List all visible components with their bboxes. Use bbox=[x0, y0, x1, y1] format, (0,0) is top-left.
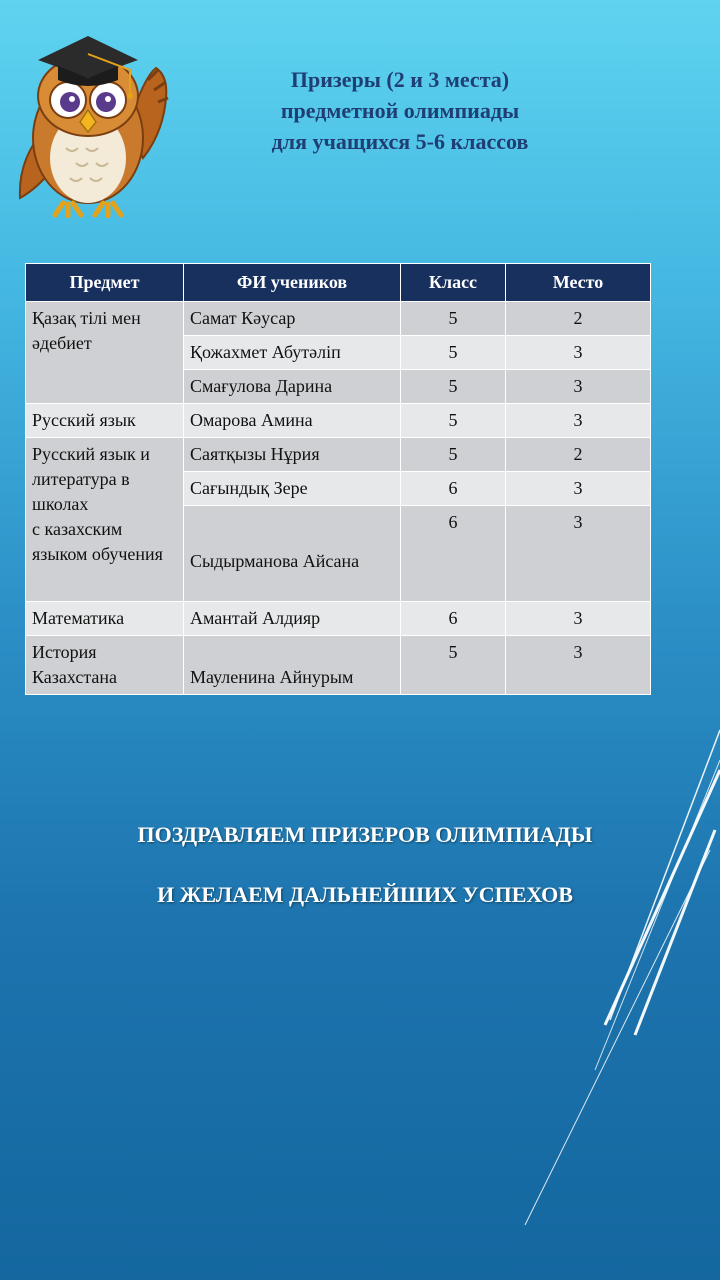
results-table bbox=[25, 263, 651, 695]
grade-cell: 5 bbox=[401, 302, 506, 336]
student-name-cell: Сағындық Зере bbox=[184, 472, 401, 506]
student-name-cell: Қожахмет Абутәліп bbox=[184, 336, 401, 370]
table-row bbox=[26, 302, 651, 336]
subject-cell: Қазақ тілі мен әдебиет bbox=[26, 302, 184, 404]
place-cell: 2 bbox=[506, 302, 651, 336]
congrats-line-2: И ЖЕЛАЕМ ДАЛЬНЕЙШИХ УСПЕХОВ bbox=[157, 882, 573, 907]
place-cell: 3 bbox=[506, 336, 651, 370]
owl-mascot-icon bbox=[8, 18, 178, 218]
page-title bbox=[200, 64, 600, 157]
grade-cell: 6 bbox=[401, 602, 506, 636]
place-cell: 3 bbox=[506, 506, 651, 602]
place-cell: 3 bbox=[506, 602, 651, 636]
title-line-3: для учащихся 5-6 классов bbox=[271, 129, 529, 154]
grade-cell: 5 bbox=[401, 370, 506, 404]
subject-cell: Математика bbox=[26, 602, 184, 636]
student-name-cell: Сыдырманова Айсана bbox=[184, 506, 401, 602]
subject-cell: Русский язык и литература в школах с казахским языком обучения bbox=[26, 438, 184, 602]
header-student-name: ФИ учеников bbox=[184, 264, 401, 302]
title-line-2: предметной олимпиады bbox=[280, 98, 520, 123]
table-row bbox=[26, 602, 651, 636]
header-grade: Класс bbox=[401, 264, 506, 302]
student-name-cell: Смағулова Дарина bbox=[184, 370, 401, 404]
student-name-cell: Самат Кәусар bbox=[184, 302, 401, 336]
student-name-cell: Омарова Амина bbox=[184, 404, 401, 438]
place-cell: 2 bbox=[506, 438, 651, 472]
student-name-cell: Мауленина Айнурым bbox=[184, 636, 401, 695]
grade-cell: 5 bbox=[401, 336, 506, 370]
table-row bbox=[26, 636, 651, 695]
place-cell: 3 bbox=[506, 636, 651, 695]
grade-cell: 5 bbox=[401, 438, 506, 472]
congrats-line-1: ПОЗДРАВЛЯЕМ ПРИЗЕРОВ ОЛИМПИАДЫ bbox=[137, 822, 593, 847]
header-place: Место bbox=[506, 264, 651, 302]
grade-cell: 5 bbox=[401, 636, 506, 695]
header-subject: Предмет bbox=[26, 264, 184, 302]
table-row bbox=[26, 404, 651, 438]
student-name-cell: Саятқызы Нұрия bbox=[184, 438, 401, 472]
table-header-row bbox=[26, 264, 651, 302]
grade-cell: 6 bbox=[401, 472, 506, 506]
title-line-1: Призеры (2 и 3 места) bbox=[290, 67, 510, 92]
place-cell: 3 bbox=[506, 370, 651, 404]
decorative-lines bbox=[500, 720, 720, 1240]
table-row bbox=[26, 438, 651, 472]
place-cell: 3 bbox=[506, 404, 651, 438]
grade-cell: 6 bbox=[401, 506, 506, 602]
place-cell: 3 bbox=[506, 472, 651, 506]
student-name-cell: Амантай Алдияр bbox=[184, 602, 401, 636]
subject-cell: История Казахстана bbox=[26, 636, 184, 695]
subject-cell: Русский язык bbox=[26, 404, 184, 438]
grade-cell: 5 bbox=[401, 404, 506, 438]
